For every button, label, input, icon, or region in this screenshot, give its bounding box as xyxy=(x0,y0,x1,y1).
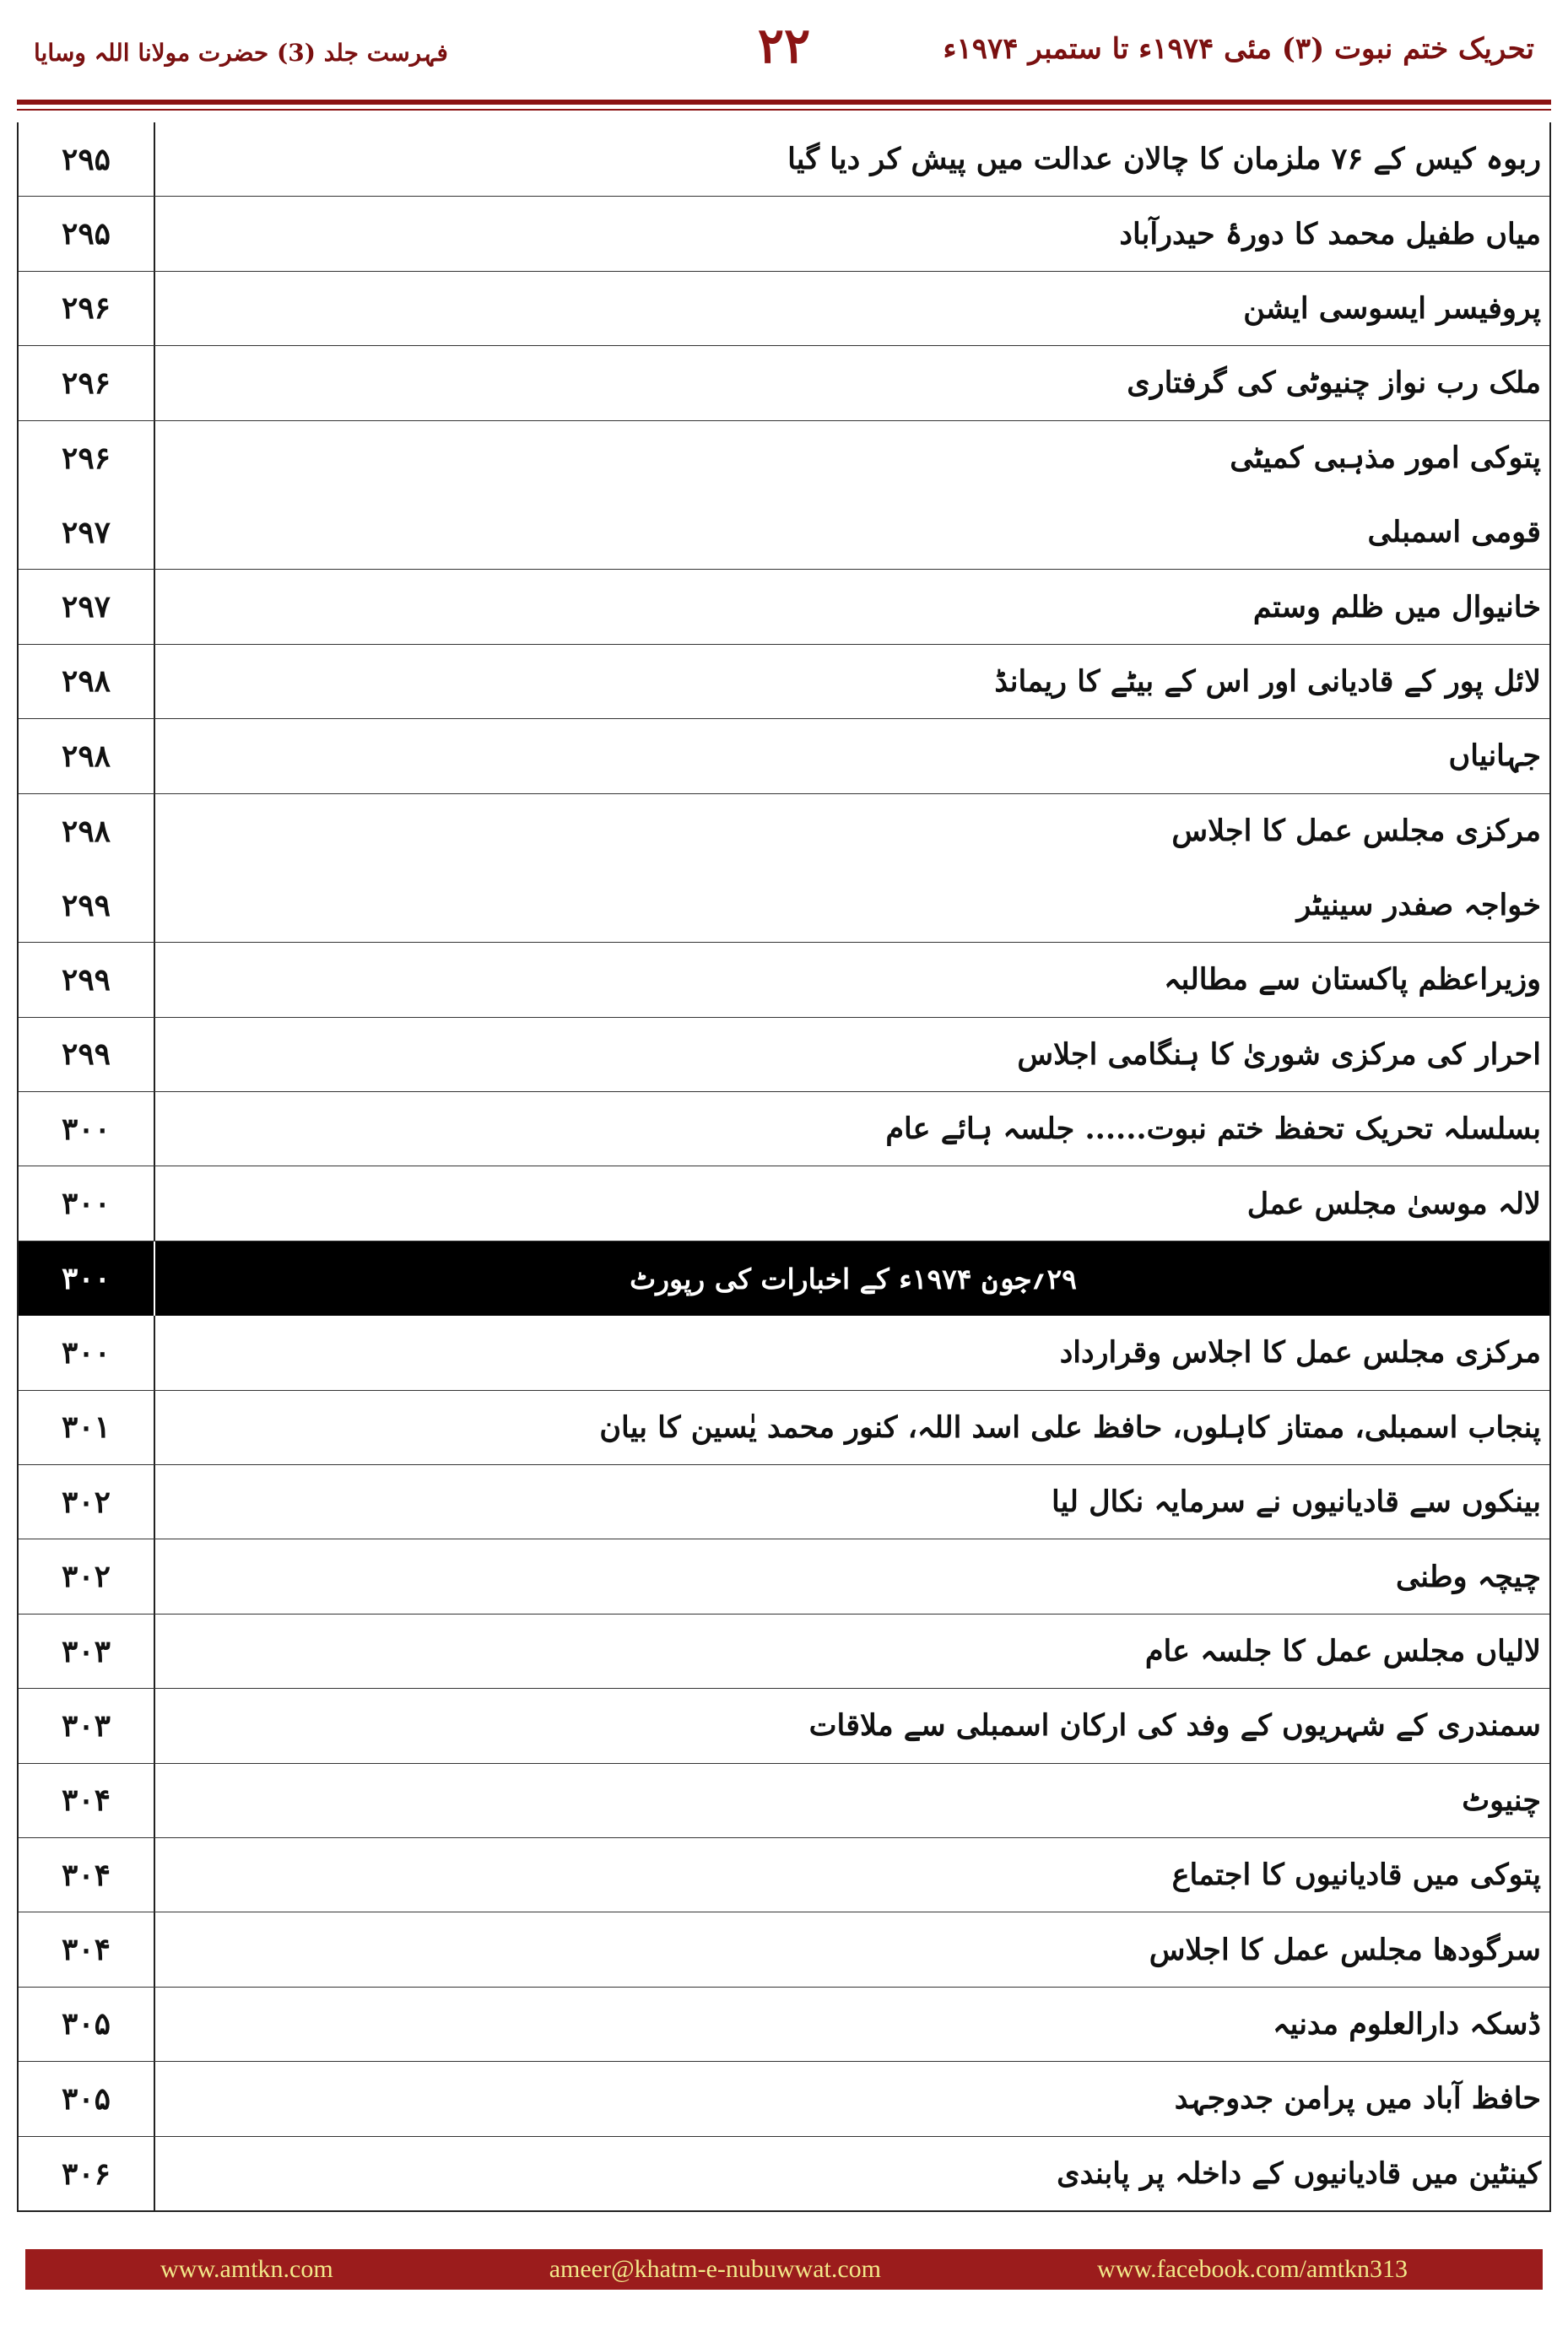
table-row xyxy=(19,2062,1549,2136)
table-row xyxy=(19,1988,1549,2062)
page-ref: ۳۰۰ xyxy=(19,1092,155,1166)
entry-title: پتوکی امور مذہبی کمیٹی xyxy=(1230,441,1541,476)
page-ref: ۳۰۰ xyxy=(19,1241,155,1316)
website-link[interactable]: www.amtkn.com xyxy=(160,2255,333,2283)
table-row xyxy=(19,1391,1549,1465)
page-ref: ۳۰۱ xyxy=(19,1391,155,1464)
entry-title: پروفیسر ایسوسی ایشن xyxy=(1243,290,1541,326)
section-header-row xyxy=(19,1241,1549,1316)
entry-title: چیچہ وطنی xyxy=(1396,1559,1541,1594)
table-row xyxy=(19,1316,1549,1390)
entry-title: احرار کی مرکزی شوریٰ کا ہنگامی اجلاس xyxy=(1017,1036,1541,1072)
table-row xyxy=(19,1166,1549,1241)
table-row xyxy=(19,645,1549,719)
entry-title: حافظ آباد میں پرامن جدوجہد xyxy=(1174,2081,1541,2117)
table-row xyxy=(19,868,1549,943)
contents-table xyxy=(17,122,1551,2212)
page-header xyxy=(0,0,1568,110)
entry-title: وزیراعظم پاکستان سے مطالبہ xyxy=(1164,962,1541,998)
header-rule-thin xyxy=(17,109,1551,111)
page-ref: ۳۰۰ xyxy=(19,1166,155,1240)
table-row xyxy=(19,122,1549,197)
table-row xyxy=(19,272,1549,346)
entry-title: لالہ موسیٰ مجلس عمل xyxy=(1246,1186,1541,1221)
page-ref: ۲۹۹ xyxy=(19,943,155,1016)
book-title: تحریک ختم نبوت (۳) مئی ۱۹۷۴ء تا ستمبر ۱۹۷۴ء xyxy=(943,32,1534,66)
entry-title: ملک رب نواز چنیوٹی کی گرفتاری xyxy=(1127,365,1541,401)
page-ref: ۳۰۴ xyxy=(19,1838,155,1912)
table-row xyxy=(19,2137,1549,2211)
entry-title: سمندری کے شہریوں کے وفد کی ارکان اسمبلی سے ملاقات xyxy=(808,1708,1541,1744)
table-row xyxy=(19,1912,1549,1987)
page-ref: ۳۰۲ xyxy=(19,1465,155,1539)
table-row xyxy=(19,1018,1549,1092)
page-ref: ۲۹۵ xyxy=(19,122,155,196)
entry-title: میاں طفیل محمد کا دورۂ حیدرآباد xyxy=(1119,216,1541,252)
email-link[interactable]: ameer@khatm-e-nubuwwat.com xyxy=(549,2255,882,2283)
table-row xyxy=(19,346,1549,420)
page-ref: ۳۰۲ xyxy=(19,1539,155,1613)
entry-title: سرگودھا مجلس عمل کا اجلاس xyxy=(1149,1932,1541,1967)
page-ref: ۲۹۶ xyxy=(19,421,155,495)
page-ref: ۲۹۹ xyxy=(19,868,155,942)
entry-title: بسلسلہ تحریک تحفظ ختم نبوت...... جلسہ ہائے عام xyxy=(885,1112,1541,1147)
page-footer xyxy=(25,2249,1543,2290)
table-row xyxy=(19,719,1549,793)
page-ref: ۲۹۸ xyxy=(19,719,155,792)
entry-title: پتوکی میں قادیانیوں کا اجتماع xyxy=(1171,1858,1541,1893)
table-row xyxy=(19,943,1549,1017)
page-ref: ۲۹۵ xyxy=(19,197,155,270)
entry-title: ۲۹؍جون ۱۹۷۴ء کے اخبارات کی رپورٹ xyxy=(630,1262,1077,1295)
table-row xyxy=(19,1689,1549,1763)
page-ref: ۲۹۹ xyxy=(19,1018,155,1091)
table-row xyxy=(19,1838,1549,1912)
page-ref: ۳۰۵ xyxy=(19,1988,155,2061)
entry-title: خواجہ صفدر سینیٹر xyxy=(1296,888,1541,923)
page-ref: ۲۹۷ xyxy=(19,495,155,569)
page-ref: ۳۰۴ xyxy=(19,1764,155,1837)
page-ref: ۲۹۷ xyxy=(19,570,155,643)
header-rule-thick xyxy=(17,100,1551,105)
page-ref: ۳۰۵ xyxy=(19,2062,155,2135)
entry-title: کینٹین میں قادیانیوں کے داخلہ پر پابندی xyxy=(1057,2156,1541,2192)
entry-title: پنجاب اسمبلی، ممتاز کاہلوں، حافظ علی اسد اللہ، کنور محمد یٰسین کا بیان xyxy=(599,1409,1541,1445)
entry-title: قومی اسمبلی xyxy=(1367,515,1541,550)
entry-title: ڈسکہ دارالعلوم مدنیہ xyxy=(1273,2006,1541,2042)
page-ref: ۲۹۶ xyxy=(19,346,155,419)
table-row xyxy=(19,1764,1549,1838)
entry-title: خانیوال میں ظلم وستم xyxy=(1252,589,1541,625)
table-row xyxy=(19,495,1549,570)
entry-title: ربوہ کیس کے ۷۶ ملزمان کا چالان عدالت میں پیش کر دیا گیا xyxy=(787,142,1541,177)
table-row xyxy=(19,421,1549,495)
table-row xyxy=(19,1465,1549,1539)
page-ref: ۳۰۳ xyxy=(19,1615,155,1688)
page-ref: ۳۰۰ xyxy=(19,1316,155,1389)
table-row xyxy=(19,1615,1549,1689)
table-row xyxy=(19,570,1549,644)
page-ref: ۳۰۴ xyxy=(19,1912,155,1986)
page-ref: ۲۹۸ xyxy=(19,794,155,868)
entry-title: لالیاں مجلس عمل کا جلسہ عام xyxy=(1144,1634,1541,1669)
entry-title: لائل پور کے قادیانی اور اس کے بیٹے کا ریمانڈ xyxy=(994,663,1541,699)
entry-title: چنیوٹ xyxy=(1462,1782,1541,1818)
table-row xyxy=(19,1092,1549,1166)
page-ref: ۲۹۸ xyxy=(19,645,155,718)
facebook-link[interactable]: www.facebook.com/amtkn313 xyxy=(1097,2255,1408,2283)
volume-title: فہرست جلد (3) حضرت مولانا اللہ وسایا xyxy=(34,39,448,67)
entry-title: مرکزی مجلس عمل کا اجلاس xyxy=(1171,814,1541,849)
page-ref: ۳۰۳ xyxy=(19,1689,155,1762)
table-row xyxy=(19,1539,1549,1614)
page-ref: ۳۰۶ xyxy=(19,2137,155,2211)
page-ref: ۲۹۶ xyxy=(19,272,155,345)
entry-title: بینکوں سے قادیانیوں نے سرمایہ نکال لیا xyxy=(1052,1485,1541,1520)
entry-title: مرکزی مجلس عمل کا اجلاس وقرارداد xyxy=(1059,1335,1541,1371)
table-row xyxy=(19,197,1549,271)
entry-title: جہانیاں xyxy=(1448,738,1541,774)
page-number: ۲۲ xyxy=(757,17,811,74)
table-row xyxy=(19,794,1549,868)
